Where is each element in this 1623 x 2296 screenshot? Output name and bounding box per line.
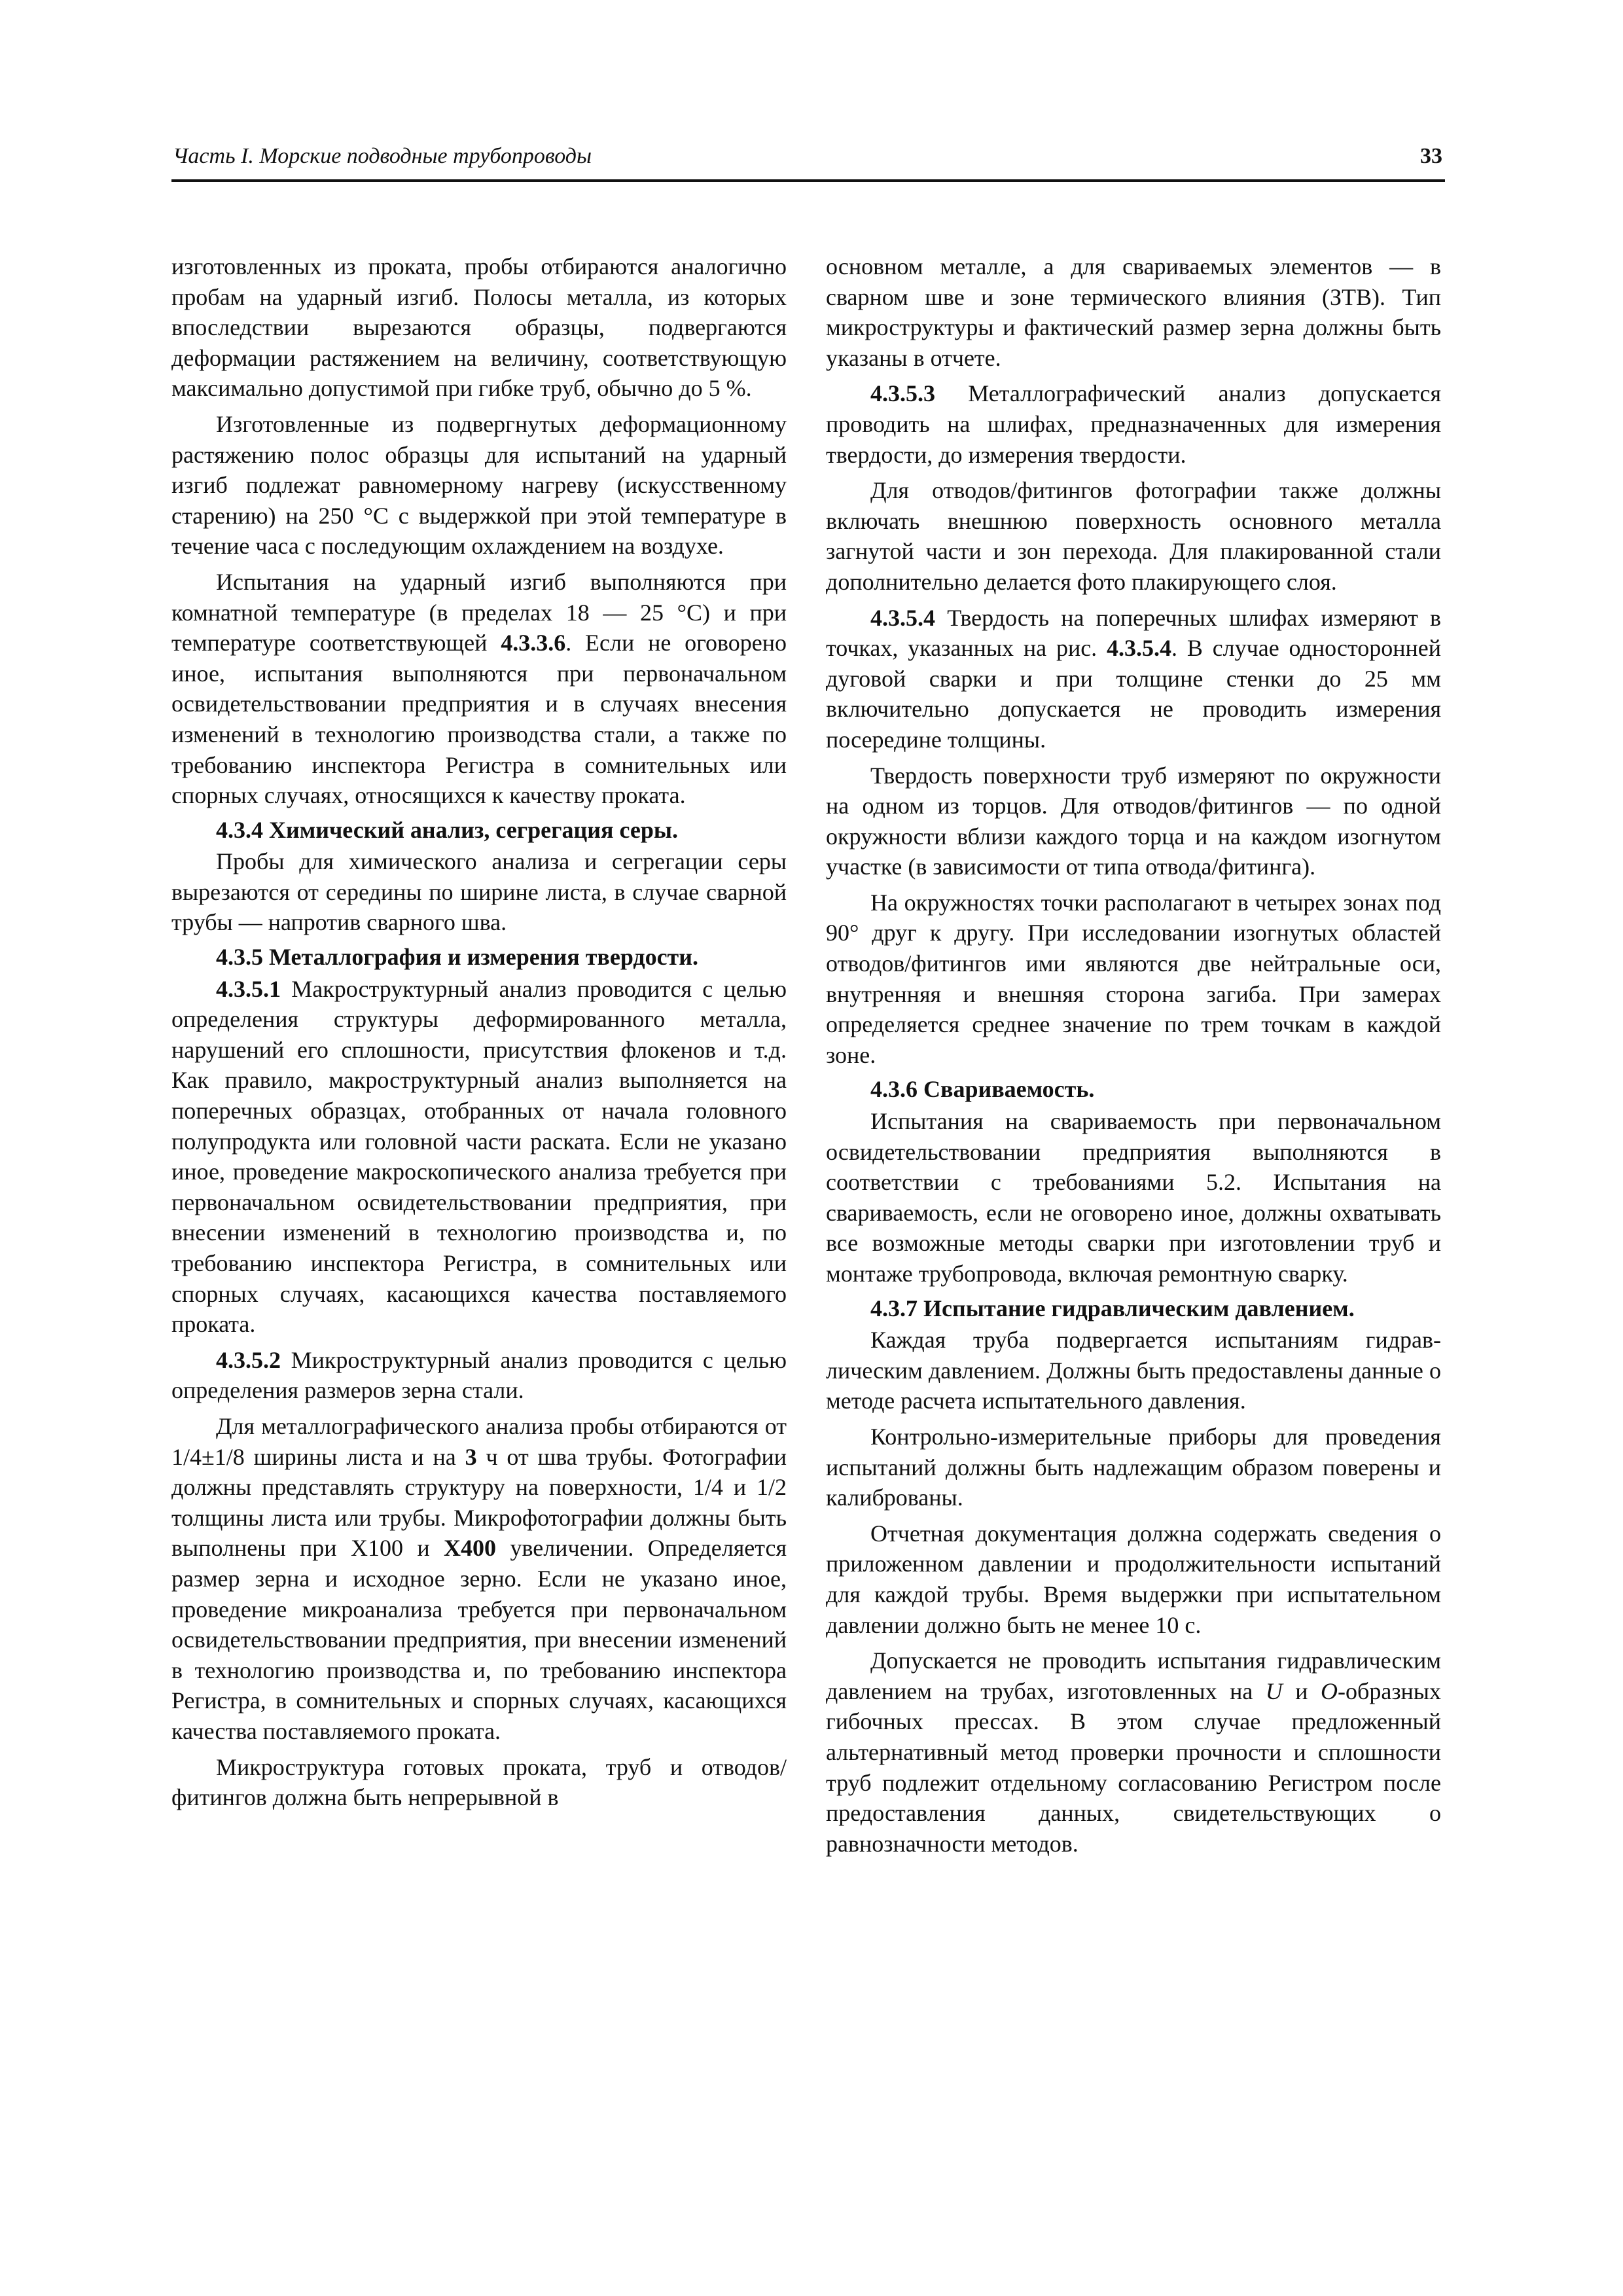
paragraph-text: . Если не оговорено иное, испытания выполняются при первоначальном освидетельствовании предприятия и в случаях внесения изменений в технологию производства стали, а также по требованию инспектора Регистра в сомнительных или спорных случаях, относящихся к качеству проката. [171,630,787,809]
paragraph-text: Металлографический анализ допускается проводить на шлифах, предназначенных для измерения твердости, до измерения твердости. [826,380,1441,468]
paragraph: Отчетная документация должна содержать сведения о приложенном давлении и продолжительности испытаний для каждой трубы. Время выдержки при испытательном давлении должно быть не менее 10 с. [826,1520,1441,1638]
right-column [826,251,1441,1859]
paragraph: Испытания на свариваемость при первоначальном освидетельствовании предприятия выполняются в соответствии с требованиями 5.2. Испытания на свариваемость, если не оговорено иное, должны охватывать все возможные методы сварки при изготовлении труб и монтаже трубопровода, включая ремонтную сварку. [826,1108,1441,1287]
section-title: Испытание гидравлическим давлением. [923,1295,1355,1321]
paragraph: Контрольно-измерительные приборы для проведения испытаний должны быть надлежащим образом поверены и калиброваны. [826,1423,1441,1511]
paragraph: На окружностях точки располагают в четырех зонах под 90° друг к другу. При исследовании изогнутых областей отводов/фитингов ими являются две нейтральные оси, внутренняя и внешняя сторона загиба. При замерах определяется среднее значение по трем точкам в каждой зоне. [826,889,1441,1068]
clause-number: 4.3.5.2 [216,1346,281,1373]
clause-number: 4.3.5.4 [870,604,935,631]
cross-reference: 4.3.3.6 [501,630,566,656]
paragraph-text: ч от шва трубы. Фотографии должны представлять структуру на поверхности, 1/4 и 1/2 толщины листа или трубы. Микрофотографии должны быть выполнены при Х100 и [171,1443,787,1562]
bold-value: 3 [465,1443,477,1470]
section-title: Химический анализ, сегрегация серы. [269,816,678,843]
running-header [171,143,1445,182]
section-heading-4-3-7 [826,1293,1441,1324]
left-column [171,251,787,1813]
paragraph-text: Микроструктурный анализ проводится с целью определения размеров зерна стали. [171,1346,787,1404]
clause-4-3-5-4 [826,603,1441,755]
page-number: 33 [1420,144,1442,168]
section-number: 4.3.6 [870,1076,918,1103]
clause-number: 4.3.5.1 [216,975,281,1002]
plus-minus-symbol: ± [202,1443,215,1470]
paragraph-text: -образных гибочных прессах. В этом случае предложенный альтернативный метод проверки прочности и сплошности труб подлежит отдельному согласованию Регистром после предоставления данных, свидетельствующих о равнозначности методов. [826,1677,1441,1857]
paragraph: Микроструктура готовых проката, труб и отводов/фитингов должна быть непрерывной в [171,1753,787,1811]
paragraph [826,1645,1441,1859]
paragraph: изготовленных из проката, пробы отбираются аналогично пробам на ударный изгиб. Полосы металла, из которых впоследствии вырезаются образцы, подвергаются деформации растяжением на величину, соответствующую максимально допустимой при гибке труб, обычно до 5 %. [171,253,787,402]
section-number: 4.3.7 [870,1295,918,1321]
section-heading-4-3-6 [826,1074,1441,1105]
bold-value: Х400 [444,1535,497,1562]
clause-4-3-5-2 [171,1345,787,1406]
paragraph: Для отводов/фитингов фотографии также должны включать внешнюю поверхность основного металла загнутой части и зон перехода. Для плакированной стали дополнительно делается фото плакирующего слоя. [826,477,1441,595]
running-header-title: Часть I. Морские подводные трубопроводы [173,144,592,168]
paragraph-text: Макроструктурный анализ проводится с целью определения структуры деформированного металла, нарушений его сплошности, присутствия флокенов и т.д. Как правило, макроструктурный анализ выполняется на поперечных образцах, отобранных от начала головного полупродукта или головной части раската. Если не указано иное, проведение макроскопического анализа требуется при первоначальном освидетельствовании предприятия, при внесении изменений в технологию производства и, по требованию инспектора Регистра, в сомнительных или спорных случаях, касающихся качества поставляемого проката. [171,975,787,1338]
section-number: 4.3.5 [216,944,263,971]
clause-number: 4.3.5.3 [870,380,935,407]
clause-4-3-5-1 [171,974,787,1340]
paragraph: основном металле, а для свариваемых элементов — в сварном шве и зоне термического влияния (ЗТВ). Тип микроструктуры и фактический размер зерна должны быть указаны в отчете. [826,253,1441,371]
section-heading-4-3-4 [171,815,787,846]
clause-4-3-5-3 [826,378,1441,470]
paragraph-text: увеличении. Определяется размер зерна и исходное зерно. Если не указано иное, проведение микроанализа требуется при первоначальном освидетельствовании предприятия, при внесении изменений в технологию производства и, по требованию инспектора Регистра, в сомнительных и спорных случаях, касающихся качества поставляемого проката. [171,1535,787,1744]
paragraph-text: Испытания на ударный изгиб выполняются при комнатной температуре (в пределах 18 — 25 °С) и при температуре соответствующей [171,568,787,656]
paragraph-text: 1/8 ширины листа и на [214,1443,465,1470]
section-heading-4-3-5 [171,942,787,973]
paragraph [171,1411,787,1747]
italic-letter: O [1321,1677,1338,1704]
paragraph-text: Для металлографического анализа пробы отбираются от 1/4 [171,1412,787,1470]
paragraph-text: Твердость на поперечных шлифах измеряют в точках, указанных на рис. [826,604,1441,662]
figure-reference: 4.3.5.4 [1107,635,1172,662]
section-title: Металлография и измерения твердости. [269,944,698,971]
paragraph-text: и [1282,1677,1321,1704]
paragraph [171,567,787,811]
paragraph: Твердость поверхности труб измеряют по окружности на одном из торцов. Для отводов/фитингов — по одной окружности вблизи каждого торца и на каждом изогнутом участке (в зависимости от типа отвода/фитинга). [826,762,1441,880]
paragraph-text: Допускается не проводить испытания гидравлическим давлением на трубах, изготовленных на [826,1647,1441,1704]
section-number: 4.3.4 [216,816,263,843]
paragraph: Изготовленные из подвергнутых деформационному растяжению полос образцы для испытаний на ударный изгиб подлежат равномерному нагреву (искусственному старению) на 250 °С с выдержкой при этой температуре в течение часа с последующим охлаждением на воздухе. [171,410,787,560]
section-title: Свариваемость. [923,1076,1095,1103]
paragraph: Пробы для химического анализа и сегрегации серы вырезаются от середины по ширине листа, в случае сварной трубы — напротив сварного шва. [171,848,787,936]
italic-letter: U [1265,1677,1283,1704]
paragraph: Каждая труба подвергается испытаниям гидравлическим давлением. Должны быть предоставлены данные о методе расчета испытательного давления. [826,1327,1441,1414]
paragraph-text: . В случае односторонней дуговой сварки и при толщине стенки до 25 мм включительно допускается не проводить измерения посередине толщины. [826,635,1441,753]
